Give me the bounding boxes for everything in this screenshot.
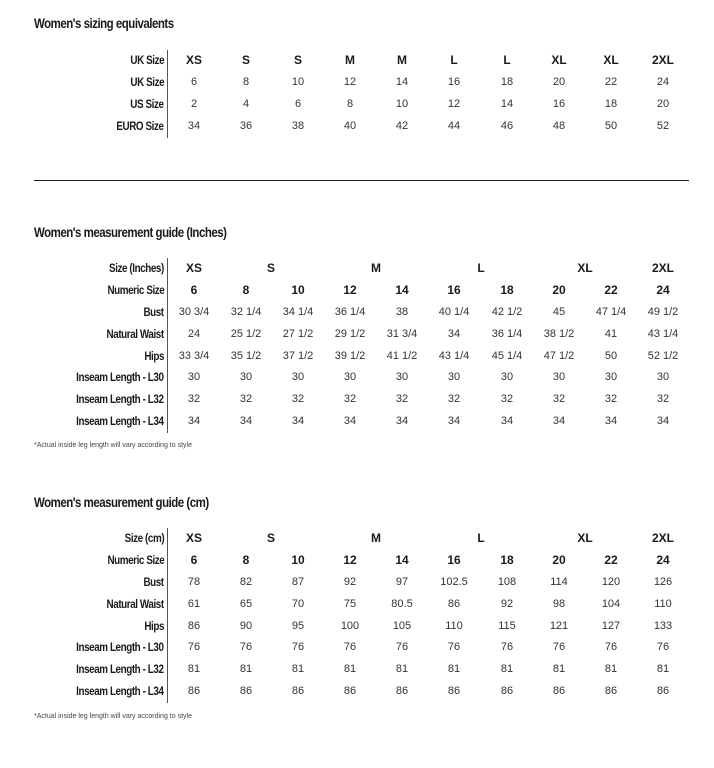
row-label: Bust bbox=[143, 575, 164, 589]
table-cell: 133 bbox=[653, 620, 673, 632]
table-cell: 31 3/4 bbox=[386, 328, 418, 340]
table-cell: 92 bbox=[343, 576, 357, 588]
table-cell: 76 bbox=[552, 641, 566, 653]
table-cell: 81 bbox=[395, 663, 409, 675]
table-cell: 22 bbox=[604, 553, 618, 567]
table-cell: 16 bbox=[447, 76, 461, 88]
size-letter-cell: 2XL bbox=[651, 261, 674, 275]
table-cell: 32 bbox=[291, 393, 305, 405]
table-cell: 10 bbox=[291, 553, 305, 567]
table-cell: 10 bbox=[291, 283, 305, 297]
table-cell: 27 1/2 bbox=[282, 328, 314, 340]
table-cell: 34 bbox=[447, 415, 461, 427]
table-cell: 38 1/2 bbox=[543, 328, 575, 340]
table-cell: 20 bbox=[552, 283, 566, 297]
table-cell: 34 bbox=[656, 415, 670, 427]
size-letter-cell: 2XL bbox=[651, 531, 674, 545]
row-label: Hips bbox=[144, 349, 164, 363]
table-cell: 2 bbox=[190, 98, 198, 110]
table-cell: 41 1/2 bbox=[386, 350, 418, 362]
table-cell: 22 bbox=[604, 283, 618, 297]
table-cell: 4 bbox=[242, 98, 250, 110]
table-cell: 50 bbox=[604, 350, 618, 362]
table-cell: 108 bbox=[497, 576, 517, 588]
table-cell: 48 bbox=[552, 120, 566, 132]
table-cell: 8 bbox=[242, 553, 250, 567]
table-cell: 76 bbox=[604, 641, 618, 653]
size-letter-cell: XL bbox=[577, 531, 593, 545]
table-cell: 81 bbox=[656, 663, 670, 675]
table-cell: 34 bbox=[447, 328, 461, 340]
table-cell: 32 bbox=[604, 393, 618, 405]
table-cell: 16 bbox=[552, 98, 566, 110]
table-cell: XL bbox=[603, 53, 619, 67]
table-cell: 76 bbox=[447, 641, 461, 653]
table-cell: 127 bbox=[601, 620, 621, 632]
table-cell: 81 bbox=[604, 663, 618, 675]
table-cell: 76 bbox=[656, 641, 670, 653]
table-cell: 12 bbox=[447, 98, 461, 110]
size-letter-cell: XS bbox=[185, 531, 202, 545]
table-cell: 86 bbox=[447, 685, 461, 697]
table-cell: 104 bbox=[601, 598, 621, 610]
table-cell: 34 bbox=[187, 120, 201, 132]
table-cell: L bbox=[450, 53, 458, 67]
table-vertical-rule bbox=[167, 258, 168, 433]
table-cell: 20 bbox=[552, 553, 566, 567]
table-cell: 126 bbox=[653, 576, 673, 588]
row-label: UK Size bbox=[130, 75, 164, 89]
row-label: UK Size bbox=[130, 53, 164, 67]
table-cell: 41 bbox=[604, 328, 618, 340]
table-cell: 36 1/4 bbox=[334, 306, 366, 318]
table-cell: 47 1/2 bbox=[543, 350, 575, 362]
row-label: US Size bbox=[130, 97, 164, 111]
table-cell: 34 1/4 bbox=[282, 306, 314, 318]
table-cell: 52 bbox=[656, 120, 670, 132]
table-cell: 18 bbox=[500, 76, 514, 88]
table-cell: 30 bbox=[604, 371, 618, 383]
table-cell: 29 1/2 bbox=[334, 328, 366, 340]
section-divider bbox=[34, 180, 689, 181]
inches-guide-title: Women's measurement guide (Inches) bbox=[34, 224, 227, 240]
table-cell: 86 bbox=[447, 598, 461, 610]
table-cell: 32 bbox=[343, 393, 357, 405]
row-label: Inseam Length - L34 bbox=[76, 414, 164, 428]
table-cell: 95 bbox=[291, 620, 305, 632]
table-cell: 76 bbox=[395, 641, 409, 653]
size-letter-cell: XL bbox=[577, 261, 593, 275]
table-cell: 6 bbox=[190, 283, 198, 297]
table-vertical-rule bbox=[167, 50, 168, 138]
table-cell: 86 bbox=[500, 685, 514, 697]
table-cell: 70 bbox=[291, 598, 305, 610]
table-cell: 30 bbox=[552, 371, 566, 383]
table-cell: 32 1/4 bbox=[230, 306, 262, 318]
table-cell: 32 bbox=[656, 393, 670, 405]
table-cell: 86 bbox=[552, 685, 566, 697]
table-cell: S bbox=[293, 53, 302, 67]
row-label: Natural Waist bbox=[106, 597, 164, 611]
sizing-equivalents-title: Women's sizing equivalents bbox=[34, 15, 174, 31]
cm-footnote: *Actual inside leg length will vary according to style bbox=[34, 713, 192, 720]
table-vertical-rule bbox=[167, 528, 168, 703]
table-cell: 39 1/2 bbox=[334, 350, 366, 362]
table-cell: 34 bbox=[291, 415, 305, 427]
table-cell: 10 bbox=[395, 98, 409, 110]
table-cell: 76 bbox=[187, 641, 201, 653]
row-label: Numeric Size bbox=[107, 283, 164, 297]
table-cell: 34 bbox=[239, 415, 253, 427]
size-letter-cell: XS bbox=[185, 261, 202, 275]
table-cell: 81 bbox=[239, 663, 253, 675]
table-cell: 12 bbox=[343, 76, 357, 88]
table-cell: 86 bbox=[343, 685, 357, 697]
table-cell: 34 bbox=[552, 415, 566, 427]
table-cell: 8 bbox=[346, 98, 354, 110]
size-letter-cell: M bbox=[371, 531, 381, 545]
table-cell: 36 bbox=[239, 120, 253, 132]
table-cell: 36 1/4 bbox=[491, 328, 523, 340]
table-cell: 76 bbox=[343, 641, 357, 653]
inches-footnote: *Actual inside leg length will vary according to style bbox=[34, 442, 192, 449]
table-cell: 30 bbox=[187, 371, 201, 383]
table-cell: 24 bbox=[656, 553, 670, 567]
table-cell: L bbox=[503, 53, 511, 67]
table-cell: 8 bbox=[242, 76, 250, 88]
table-cell: 30 bbox=[500, 371, 514, 383]
table-cell: 81 bbox=[343, 663, 357, 675]
table-cell: 49 1/2 bbox=[647, 306, 679, 318]
table-cell: 46 bbox=[500, 120, 514, 132]
table-cell: 92 bbox=[500, 598, 514, 610]
table-cell: 86 bbox=[395, 685, 409, 697]
row-label: Inseam Length - L34 bbox=[76, 684, 164, 698]
table-cell: 76 bbox=[500, 641, 514, 653]
size-letter-cell: L bbox=[477, 531, 485, 545]
table-cell: 12 bbox=[343, 553, 357, 567]
table-cell: 6 bbox=[190, 76, 198, 88]
size-letter-cell: S bbox=[266, 261, 275, 275]
table-cell: 30 bbox=[343, 371, 357, 383]
table-cell: 34 bbox=[604, 415, 618, 427]
table-cell: 86 bbox=[187, 620, 201, 632]
table-cell: 14 bbox=[395, 553, 409, 567]
table-cell: 76 bbox=[291, 641, 305, 653]
table-cell: 98 bbox=[552, 598, 566, 610]
table-cell: 50 bbox=[604, 120, 618, 132]
row-label: EURO Size bbox=[116, 119, 164, 133]
table-cell: 6 bbox=[294, 98, 302, 110]
table-cell: 18 bbox=[604, 98, 618, 110]
row-label: Inseam Length - L32 bbox=[76, 662, 164, 676]
row-label: Hips bbox=[144, 619, 164, 633]
table-cell: 33 3/4 bbox=[178, 350, 210, 362]
table-cell: 18 bbox=[500, 283, 514, 297]
table-cell: 24 bbox=[656, 283, 670, 297]
table-cell: 30 3/4 bbox=[178, 306, 210, 318]
table-cell: 110 bbox=[445, 620, 463, 632]
size-letter-cell: S bbox=[266, 531, 275, 545]
table-cell: 114 bbox=[550, 576, 568, 588]
table-cell: 22 bbox=[604, 76, 618, 88]
table-cell: 32 bbox=[552, 393, 566, 405]
table-cell: 61 bbox=[187, 598, 201, 610]
table-cell: 81 bbox=[500, 663, 514, 675]
size-letter-cell: L bbox=[477, 261, 485, 275]
table-cell: 2XL bbox=[651, 53, 674, 67]
table-cell: 34 bbox=[500, 415, 514, 427]
table-cell: 32 bbox=[187, 393, 201, 405]
row-label: Bust bbox=[143, 305, 164, 319]
table-cell: 34 bbox=[343, 415, 357, 427]
table-cell: 32 bbox=[500, 393, 514, 405]
table-cell: 20 bbox=[656, 98, 670, 110]
table-cell: 35 1/2 bbox=[230, 350, 262, 362]
table-cell: XL bbox=[551, 53, 567, 67]
table-cell: 6 bbox=[190, 553, 198, 567]
table-cell: 86 bbox=[656, 685, 670, 697]
size-row-label: Size (cm) bbox=[124, 531, 164, 545]
table-cell: XS bbox=[185, 53, 202, 67]
table-cell: 37 1/2 bbox=[282, 350, 314, 362]
table-cell: S bbox=[241, 53, 250, 67]
table-cell: 90 bbox=[239, 620, 253, 632]
table-cell: 65 bbox=[239, 598, 253, 610]
table-cell: 42 bbox=[395, 120, 409, 132]
table-cell: 42 1/2 bbox=[491, 306, 523, 318]
table-cell: 14 bbox=[395, 283, 409, 297]
table-cell: 25 1/2 bbox=[230, 328, 262, 340]
table-cell: 40 bbox=[343, 120, 357, 132]
cm-guide-title: Women's measurement guide (cm) bbox=[34, 494, 209, 510]
table-cell: 24 bbox=[656, 76, 670, 88]
table-cell: 82 bbox=[239, 576, 253, 588]
table-cell: 30 bbox=[656, 371, 670, 383]
size-row-label: Size (Inches) bbox=[109, 261, 164, 275]
table-cell: 75 bbox=[343, 598, 357, 610]
table-cell: 32 bbox=[447, 393, 461, 405]
table-cell: 40 1/4 bbox=[438, 306, 470, 318]
table-cell: 80.5 bbox=[391, 598, 413, 610]
table-cell: 30 bbox=[291, 371, 305, 383]
table-cell: 110 bbox=[654, 598, 672, 610]
table-cell: 81 bbox=[291, 663, 305, 675]
table-cell: 87 bbox=[291, 576, 305, 588]
table-cell: 34 bbox=[395, 415, 409, 427]
table-cell: 43 1/4 bbox=[438, 350, 470, 362]
table-cell: 12 bbox=[343, 283, 357, 297]
table-cell: M bbox=[345, 53, 355, 67]
table-cell: 115 bbox=[498, 620, 516, 632]
table-cell: 43 1/4 bbox=[647, 328, 679, 340]
table-cell: 8 bbox=[242, 283, 250, 297]
table-cell: 30 bbox=[395, 371, 409, 383]
size-letter-cell: M bbox=[371, 261, 381, 275]
table-cell: 100 bbox=[340, 620, 360, 632]
row-label: Natural Waist bbox=[106, 327, 164, 341]
table-cell: 81 bbox=[187, 663, 201, 675]
table-cell: 18 bbox=[500, 553, 514, 567]
table-cell: 45 bbox=[552, 306, 566, 318]
table-cell: 14 bbox=[395, 76, 409, 88]
table-cell: 34 bbox=[187, 415, 201, 427]
table-cell: 86 bbox=[187, 685, 201, 697]
table-cell: 120 bbox=[601, 576, 621, 588]
table-cell: 38 bbox=[395, 306, 409, 318]
table-cell: 86 bbox=[291, 685, 305, 697]
table-cell: 10 bbox=[291, 76, 305, 88]
table-cell: 45 1/4 bbox=[491, 350, 523, 362]
table-cell: 121 bbox=[549, 620, 569, 632]
table-cell: 105 bbox=[392, 620, 412, 632]
table-cell: 16 bbox=[447, 553, 461, 567]
table-cell: 32 bbox=[239, 393, 253, 405]
table-cell: 44 bbox=[447, 120, 461, 132]
table-cell: 76 bbox=[239, 641, 253, 653]
row-label: Inseam Length - L30 bbox=[76, 640, 164, 654]
table-cell: 86 bbox=[604, 685, 618, 697]
table-cell: 97 bbox=[395, 576, 409, 588]
table-cell: 30 bbox=[239, 371, 253, 383]
table-cell: 81 bbox=[552, 663, 566, 675]
row-label: Numeric Size bbox=[107, 553, 164, 567]
table-cell: 102.5 bbox=[440, 576, 468, 588]
table-cell: 81 bbox=[447, 663, 461, 675]
table-cell: 78 bbox=[187, 576, 201, 588]
row-label: Inseam Length - L30 bbox=[76, 370, 164, 384]
table-cell: 52 1/2 bbox=[647, 350, 679, 362]
table-cell: 14 bbox=[500, 98, 514, 110]
table-cell: 32 bbox=[395, 393, 409, 405]
table-cell: 47 1/4 bbox=[595, 306, 627, 318]
table-cell: 30 bbox=[447, 371, 461, 383]
table-cell: 20 bbox=[552, 76, 566, 88]
table-cell: 16 bbox=[447, 283, 461, 297]
table-cell: 86 bbox=[239, 685, 253, 697]
table-cell: 38 bbox=[291, 120, 305, 132]
table-cell: 24 bbox=[187, 328, 201, 340]
row-label: Inseam Length - L32 bbox=[76, 392, 164, 406]
table-cell: M bbox=[397, 53, 407, 67]
